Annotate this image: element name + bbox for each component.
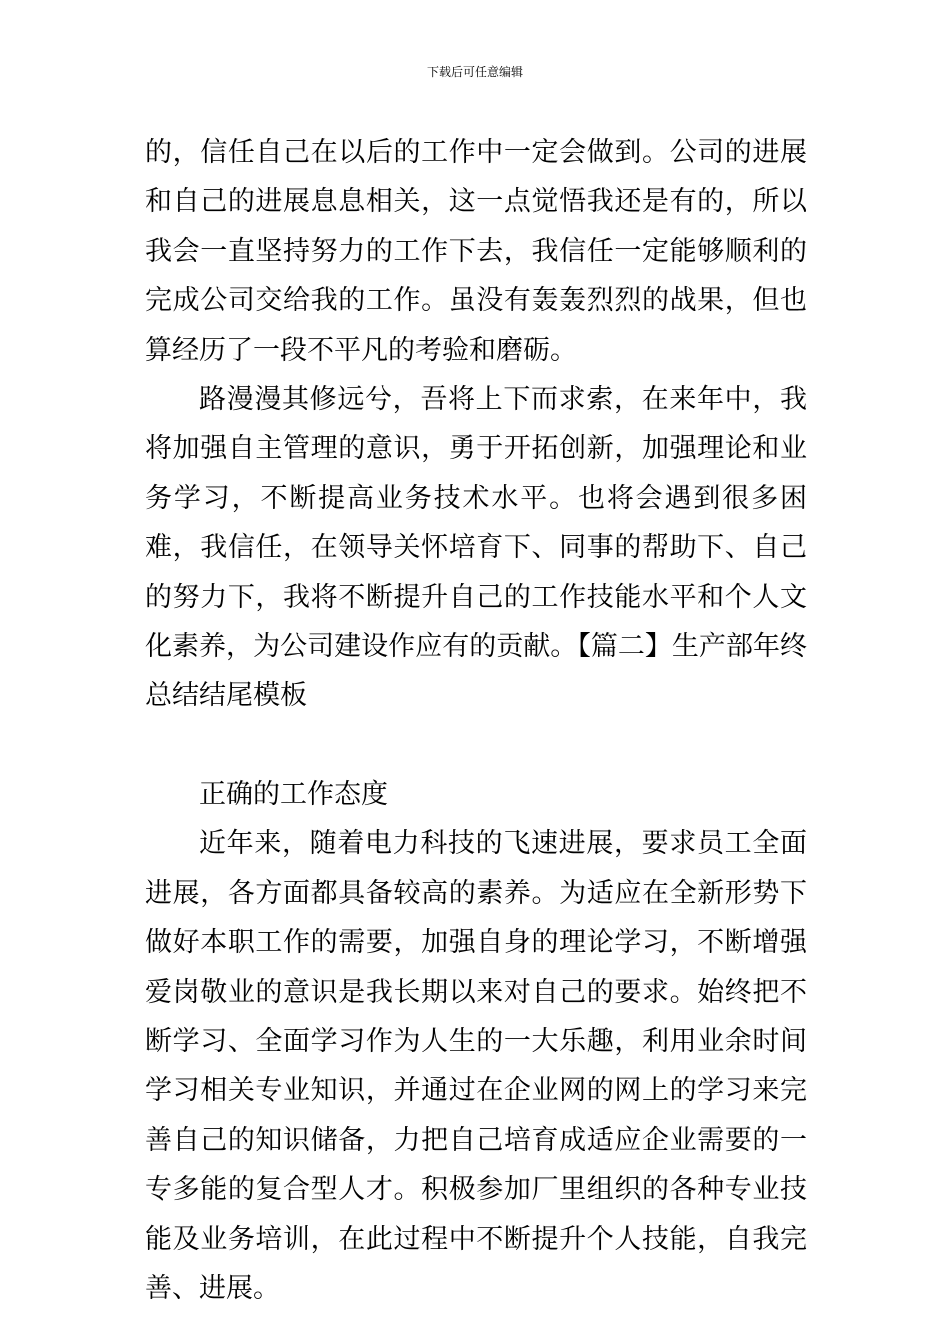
paragraph-spacer: [145, 721, 807, 770]
paragraph-2: 路漫漫其修远兮，吾将上下而求索，在来年中，我将加强自主管理的意识，勇于开拓创新，加强理论和业务学习，不断提高业务技术水平。也将会遇到很多困难，我信任，在领导关怀培育下、同事的帮助下、自己的努力下，我将不断提升自己的工作技能水平和个人文化素养，为公司建设作应有的贡献。【篇二】生产部年终总结结尾模板: [145, 384, 807, 712]
page-header: 下载后可任意编辑: [426, 65, 523, 79]
document-body: [145, 128, 807, 1313]
paragraph-1: 的，信任自己在以后的工作中一定会做到。公司的进展和自己的进展息息相关，这一点觉悟我还是有的，所以我会一直坚持努力的工作下去，我信任一定能够顺利的完成公司交给我的工作。虽没有轰轰烈烈的战果，但也算经历了一段不平凡的考验和磨砺。: [145, 137, 807, 366]
paragraph-3: 近年来，随着电力科技的飞速进展，要求员工全面进展，各方面都具备较高的素养。为适应在全新形势下做好本职工作的需要，加强自身的理论学习，不断增强爱岗敬业的意识是我长期以来对自己的要求。始终把不断学习、全面学习作为人生的一大乐趣，利用业余时间学习相关专业知识，并通过在企业网的网上的学习来完善自己的知识储备，力把自己培育成适应企业需要的一专多能的复合型人才。积极参加厂里组织的各种专业技能及业务培训，在此过程中不断提升个人技能，自我完善、进展。: [145, 828, 807, 1304]
section-heading: 正确的工作态度: [199, 778, 388, 810]
